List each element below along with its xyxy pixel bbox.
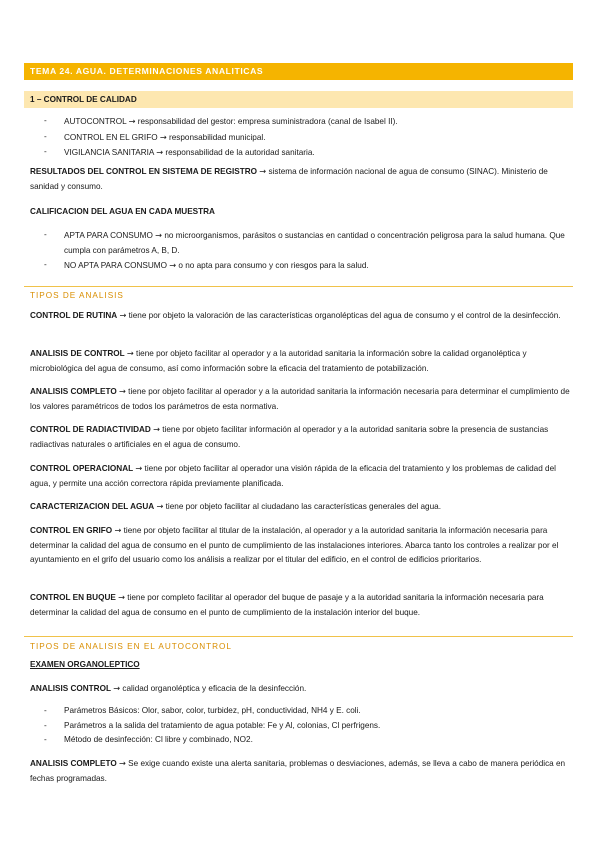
item-text: responsabilidad de la autoridad sanitaria. bbox=[165, 148, 315, 157]
arrow-icon: → bbox=[159, 131, 167, 142]
dash-icon: - bbox=[44, 706, 47, 715]
paragraph-text: calidad organoléptica y eficacia de la desinfección. bbox=[122, 684, 307, 693]
arrow-icon: → bbox=[119, 386, 126, 396]
list-item bbox=[44, 733, 380, 748]
item-key: CONTROL EN EL GRIFO bbox=[64, 132, 158, 142]
arrow-icon: → bbox=[126, 348, 134, 358]
paragraph-key: ANALISIS DE CONTROL bbox=[30, 349, 125, 358]
item-key: APTA PARA CONSUMO bbox=[64, 231, 153, 240]
arrow-icon: → bbox=[155, 230, 163, 240]
paragraph-key: CONTROL OPERACIONAL bbox=[30, 464, 134, 473]
paragraph-text: tiene por objeto facilitar al operador y a la autoridad sanitaria la información necesaria para determinar el cumplimiento de los valores paramétricos de todos los parámetros de esta normativa. bbox=[30, 387, 570, 411]
item-text: Parámetros a la salida del tratamiento de agua potable: Fe y Al, colonias, Cl perfrigens. bbox=[64, 720, 381, 730]
arrow-icon: → bbox=[135, 463, 143, 473]
paragraph-text: tiene por completo facilitar al operador del buque de pasaje y a la autoridad sanitaria la información necesaria para determinar la calidad del agua de consumo en el punto de cumplimiento de la instalación interior del buque. bbox=[30, 593, 544, 617]
paragraph-caracterizacion bbox=[30, 499, 570, 515]
paragraph-text: tiene por objeto la valoración de las características organolépticas del agua de consumo y el control de la desinfección. bbox=[128, 311, 561, 320]
item-key: AUTOCONTROL bbox=[64, 117, 127, 126]
item-text: responsabilidad del gestor: empresa suministradora (canal de Isabel II). bbox=[137, 117, 398, 126]
paragraph-radiactividad bbox=[30, 422, 570, 452]
paragraph-text: tiene por objeto facilitar al ciudadano las características generales del agua. bbox=[165, 502, 441, 511]
paragraph-key: ANALISIS COMPLETO bbox=[30, 387, 117, 396]
dash-icon: - bbox=[44, 735, 47, 744]
arrow-icon: → bbox=[128, 116, 136, 126]
paragraph-text: tiene por objeto facilitar al titular de la instalación, al operador y a la autoridad sanitaria la información necesaria para determinar la calidad del agua de consumo en el punto de cumplimiento de las instalaciones interiores. Abarca tanto los controles a realizar por el ayuntamiento en el grifo del usuario como los análisis a realizar por el titular del edificio, en el control de edificios prioritarios. bbox=[30, 526, 559, 564]
list-item bbox=[44, 704, 380, 719]
paragraph-control-grifo bbox=[30, 523, 570, 568]
paragraph-key: CARACTERIZACION DEL AGUA bbox=[30, 502, 155, 511]
paragraph-text: tiene por objeto facilitar al operador y a la autoridad sanitaria la información sobre la calidad organoléptica y microbiológica del agua de consumo, así como información sobre la eficacia del tratamiento de potabilización. bbox=[30, 349, 527, 373]
list-item bbox=[44, 719, 380, 734]
arrow-icon: → bbox=[118, 592, 125, 602]
paragraph-key: ANALISIS CONTROL bbox=[30, 684, 111, 693]
arrow-icon: → bbox=[113, 683, 121, 693]
arrow-icon: → bbox=[114, 525, 122, 535]
section-heading-control-calidad: 1 – CONTROL DE CALIDAD bbox=[24, 91, 573, 108]
section-heading-autocontrol: TIPOS DE ANALISIS EN EL AUTOCONTROL bbox=[30, 642, 232, 651]
section-heading-tipos-analisis: TIPOS DE ANALISIS bbox=[30, 291, 124, 300]
item-text: Parámetros Básicos: Olor, sabor, color, turbidez, pH, conductividad, NH4 y E. coli. bbox=[64, 706, 361, 715]
item-key: VIGILANCIA SANITARIA bbox=[64, 148, 154, 157]
list-item bbox=[44, 228, 574, 258]
list-item bbox=[44, 130, 398, 146]
paragraph-text: tiene por objeto facilitar información al operador y a la autoridad sanitaria sobre la presencia de sustancias radiactivas naturales o artificiales en el agua de consumo. bbox=[30, 425, 549, 449]
paragraph-key: CONTROL DE RUTINA bbox=[30, 311, 118, 320]
paragraph-analisis-control-auto bbox=[30, 681, 570, 697]
section-divider bbox=[24, 636, 573, 637]
paragraph-key: CONTROL EN GRIFO bbox=[30, 526, 113, 535]
arrow-icon: → bbox=[156, 147, 164, 157]
control-bullets bbox=[44, 114, 398, 161]
paragraph-control-rutina bbox=[30, 308, 570, 324]
paragraph-key: CONTROL DE RADIACTIVIDAD bbox=[30, 425, 151, 434]
dash-icon: - bbox=[44, 230, 47, 239]
paragraph-analisis-control bbox=[30, 346, 570, 376]
document-title: TEMA 24. AGUA. DETERMINACIONES ANALITICAS bbox=[24, 63, 573, 80]
calificacion-heading: CALIFICACION DEL AGUA EN CADA MUESTRA bbox=[30, 207, 215, 216]
arrow-icon: → bbox=[119, 758, 126, 768]
arrow-icon: → bbox=[156, 501, 164, 511]
arrow-icon: → bbox=[259, 166, 267, 176]
paragraph-key: RESULTADOS DEL CONTROL EN SISTEMA DE REGISTRO bbox=[30, 167, 257, 176]
dash-icon: - bbox=[44, 720, 47, 730]
paragraph-control-operacional bbox=[30, 461, 570, 491]
list-item bbox=[44, 114, 398, 130]
arrow-icon: → bbox=[119, 310, 127, 320]
arrow-icon: → bbox=[153, 424, 160, 434]
arrow-icon: → bbox=[169, 260, 177, 270]
calificacion-bullets bbox=[44, 228, 574, 274]
subheading-examen-organoleptico: EXAMEN ORGANOLEPTICO bbox=[30, 660, 140, 669]
list-item bbox=[44, 145, 398, 161]
paragraph-key: CONTROL EN BUQUE bbox=[30, 593, 116, 602]
paragraph-analisis-completo-auto bbox=[30, 756, 570, 786]
dash-icon: - bbox=[44, 147, 47, 156]
dash-icon: - bbox=[44, 116, 47, 125]
paragraph-text: Se exige cuando existe una alerta sanitaria, problemas o desviaciones, además, se lleva a cabo de manera periódica en fechas programadas. bbox=[30, 759, 566, 783]
paragraph-text: tiene por objeto facilitar al operador una visión rápida de la eficacia del tratamiento y los problemas de calidad del agua, y permite una acción correctora rápida previamente planificada. bbox=[30, 464, 556, 488]
paragraph-key: ANALISIS COMPLETO bbox=[30, 759, 117, 768]
item-key: NO APTA PARA CONSUMO bbox=[64, 261, 167, 270]
resultados-paragraph bbox=[30, 164, 570, 194]
item-text: no microorganismos, parásitos o sustancias en cantidad o concentración peligrosa para la salud humana. Que cumpla con parámetros A, B, D. bbox=[64, 231, 565, 255]
dash-icon: - bbox=[44, 131, 47, 141]
paragraph-analisis-completo bbox=[30, 384, 570, 414]
item-text: Método de desinfección: Cl libre y combinado, NO2. bbox=[64, 735, 253, 744]
item-text: responsabilidad municipal. bbox=[169, 132, 266, 142]
item-text: o no apta para consumo y con riesgos para la salud. bbox=[178, 261, 369, 270]
list-item bbox=[44, 258, 574, 274]
parametros-bullets bbox=[44, 704, 380, 748]
section-divider bbox=[24, 286, 573, 287]
paragraph-text: sistema de información nacional de agua de consumo (SINAC). Ministerio de sanidad y consumo. bbox=[30, 167, 548, 191]
dash-icon: - bbox=[44, 260, 47, 269]
paragraph-control-buque bbox=[30, 590, 570, 620]
